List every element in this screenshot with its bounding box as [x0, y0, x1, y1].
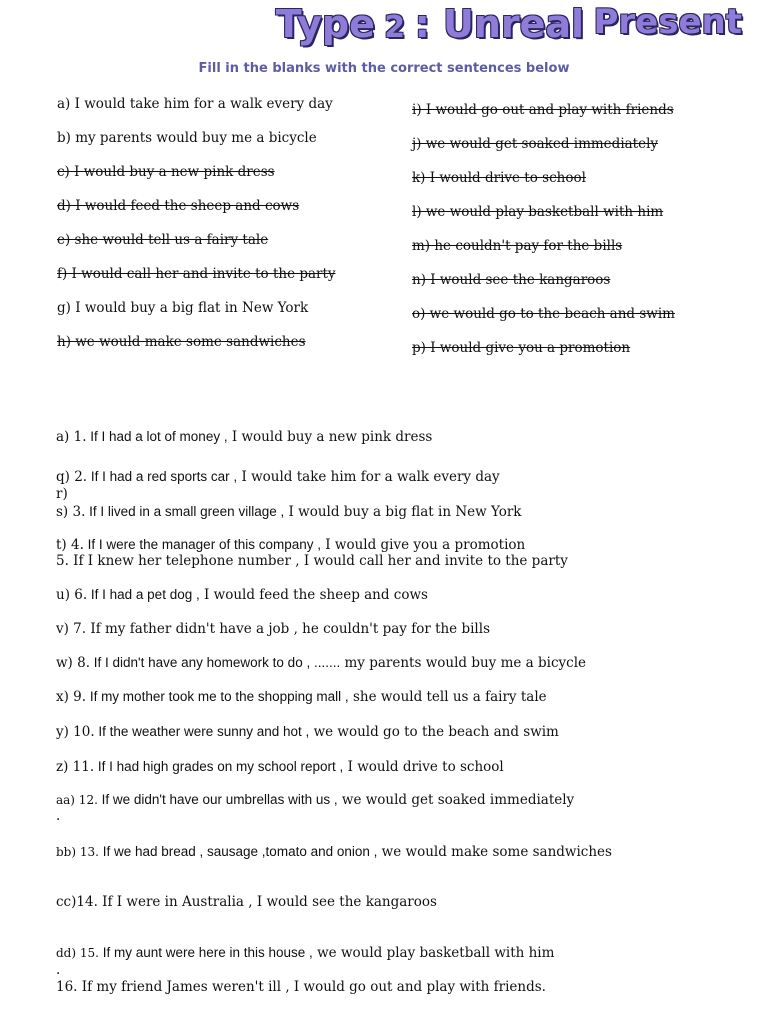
- option-d: d) I would feed the sheep and cows: [57, 198, 300, 214]
- option-k: k) I would drive to school: [412, 170, 586, 186]
- option-l: l) we would play basketball with him: [412, 204, 664, 220]
- option-p: p) I would give you a promotion: [412, 340, 631, 356]
- title-word-unreal: : Unreal: [414, 2, 585, 46]
- answer-condition: If I didn't have any homework to do , .......: [90, 655, 341, 670]
- option-i: i) I would go out and play with friends: [412, 102, 674, 118]
- answer-line-8: [56, 655, 586, 671]
- option-a: a) I would take him for a walk every day: [57, 96, 333, 112]
- answer-result: I would buy a new pink dress: [227, 429, 433, 445]
- answer-condition: If I had high grades on my school report ,: [94, 759, 344, 774]
- answer-line-11: [56, 759, 504, 775]
- answer-condition: If the weather were sunny and hot ,: [94, 724, 310, 739]
- answer-number: s) 3.: [56, 504, 86, 520]
- answer-result: I would buy a big flat in New York: [284, 504, 522, 520]
- option-b: b) my parents would buy me a bicycle: [57, 130, 317, 146]
- answer-number: y) 10.: [56, 724, 95, 740]
- instruction-text: Fill in the blanks with the correct sentences below: [198, 61, 570, 76]
- answer-result: I would see the kangaroos: [252, 894, 437, 910]
- answer-result: we would go to the beach and swim: [309, 724, 559, 740]
- option-g: g) I would buy a big flat in New York: [57, 300, 309, 316]
- option-o: o) we would go to the beach and swim: [412, 306, 675, 322]
- answer-result: I would feed the sheep and cows: [199, 587, 428, 603]
- answer-line-12: [56, 792, 574, 808]
- answer-number: 16.: [56, 979, 78, 995]
- answer-condition: If I were in Australia ,: [97, 894, 253, 910]
- title-word-number: 2: [384, 10, 406, 45]
- answer-condition: If I lived in a small green village ,: [85, 504, 285, 519]
- answer-result: I would go out and play with friends.: [289, 979, 546, 995]
- title-word-type: Type: [275, 2, 375, 46]
- answer-condition: If my mother took me to the shopping mall ,: [86, 689, 349, 704]
- answer-result: I would take him for a walk every day: [237, 469, 500, 485]
- option-j: j) we would get soaked immediately: [412, 136, 659, 152]
- option-f: f) I would call her and invite to the party: [57, 266, 336, 282]
- answer-number: cc)14.: [56, 894, 98, 910]
- answer-result: I would give you a promotion: [321, 537, 526, 553]
- answer-line-4: [56, 537, 525, 553]
- answer-line-r: [56, 486, 68, 502]
- answer-line-16: [56, 979, 546, 995]
- answer-number: v) 7.: [56, 621, 87, 637]
- answer-result: I would call her and invite to the party: [299, 553, 568, 569]
- answer-condition: If we didn't have our umbrellas with us ,: [97, 792, 338, 807]
- answer-condition: If my friend James weren't ill ,: [77, 979, 290, 995]
- answer-number: bb) 13.: [56, 845, 99, 859]
- answer-result: she would tell us a fairy tale: [348, 689, 547, 705]
- answer-line-dot-2: [56, 962, 60, 978]
- option-c: c) I would buy a new pink dress: [57, 164, 275, 180]
- answer-result: he couldn't pay for the bills: [297, 621, 490, 637]
- answer-condition: If my father didn't have a job ,: [86, 621, 298, 637]
- answer-line-15: [56, 945, 554, 961]
- answer-number: dd) 15.: [56, 946, 99, 960]
- title-word-present: Present: [593, 2, 742, 42]
- answer-result: we would make some sandwiches: [377, 844, 612, 860]
- answer-line-7: [56, 621, 490, 637]
- answer-condition: If I had a red sports car ,: [87, 469, 238, 484]
- answer-number: w) 8.: [56, 655, 90, 671]
- answer-line-1: [56, 429, 432, 445]
- answer-line-2: [56, 469, 500, 485]
- option-e: e) she would tell us a fairy tale: [57, 232, 269, 248]
- answer-condition: If I had a pet dog ,: [87, 587, 200, 602]
- worksheet-title: [276, 2, 742, 46]
- answer-line-10: [56, 724, 559, 740]
- answer-condition: If I knew her telephone number ,: [68, 553, 300, 569]
- answer-line-14: [56, 894, 437, 910]
- option-m: m) he couldn't pay for the bills: [412, 238, 623, 254]
- answer-condition: If we had bread , sausage ,tomato and onion ,: [98, 844, 378, 859]
- answer-number: a) 1.: [56, 429, 87, 445]
- answer-condition: If I had a lot of money ,: [86, 429, 228, 444]
- answer-result: my parents would buy me a bicycle: [340, 655, 587, 671]
- answer-number: 5.: [56, 553, 69, 569]
- answer-line-9: [56, 689, 547, 705]
- answer-line-5: [56, 553, 568, 569]
- answer-number: .: [56, 962, 61, 978]
- answer-result: we would get soaked immediately: [337, 792, 575, 808]
- answer-line-6: [56, 587, 428, 603]
- answer-number: x) 9.: [56, 689, 87, 705]
- answer-number: r): [56, 486, 68, 502]
- answer-number: .: [56, 808, 61, 824]
- answer-line-dot-1: [56, 808, 60, 824]
- answer-condition: If my aunt were here in this house ,: [98, 945, 313, 960]
- answer-number: u) 6.: [56, 587, 88, 603]
- answer-condition: If I were the manager of this company ,: [83, 537, 321, 552]
- answer-number: t) 4.: [56, 537, 84, 553]
- option-n: n) I would see the kangaroos: [412, 272, 611, 288]
- answer-result: we would play basketball with him: [312, 945, 555, 961]
- answer-line-13: [56, 844, 612, 860]
- answer-number: z) 11.: [56, 759, 95, 775]
- answer-result: I would drive to school: [343, 759, 504, 775]
- answer-number: q) 2.: [56, 469, 88, 485]
- option-h: h) we would make some sandwiches: [57, 334, 306, 350]
- answer-number: aa) 12.: [56, 793, 98, 807]
- answer-line-3: [56, 504, 521, 520]
